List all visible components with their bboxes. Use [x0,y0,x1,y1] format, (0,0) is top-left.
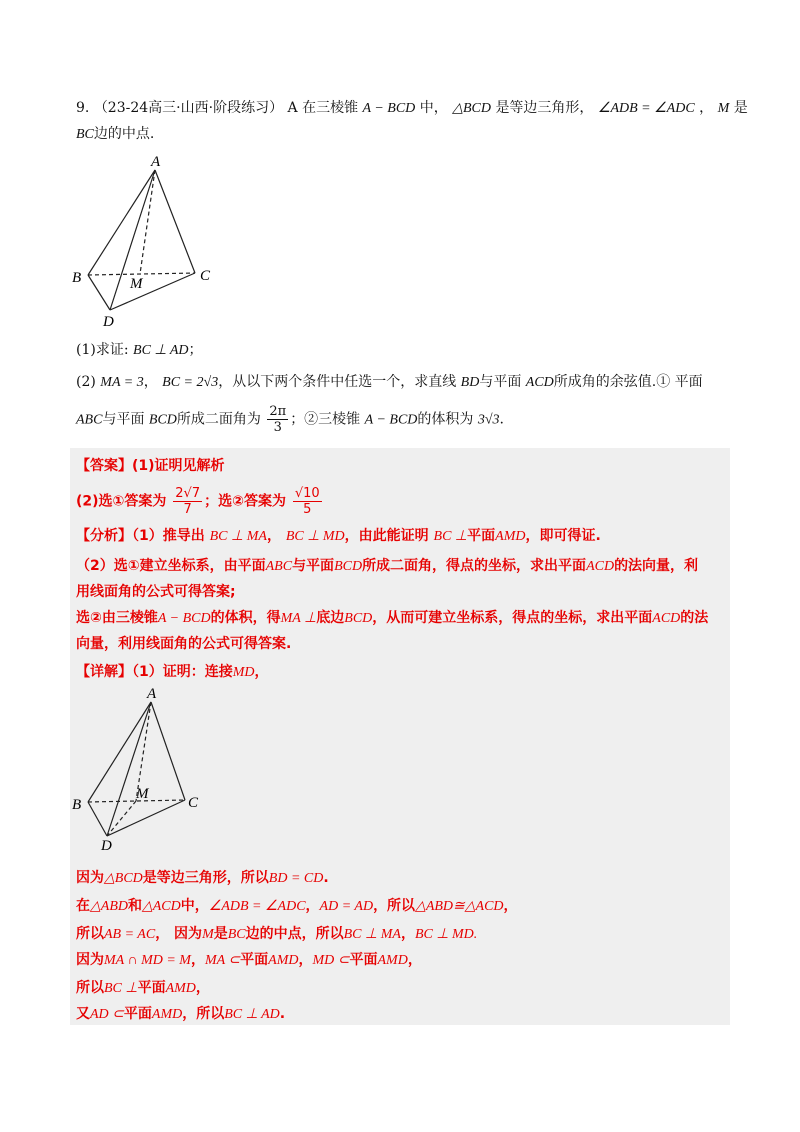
detail-text: ，所以 [182,1006,225,1022]
fraction-denominator: 7 [183,502,192,517]
detail-text: . [323,870,329,886]
detail-math: AMD [165,981,196,996]
analysis-line-3: 用线面角的公式可得答案; [76,584,236,600]
part-2-prefix: (2) [76,374,96,390]
detail-math: BC [227,927,246,942]
detail-line-5 [76,950,422,971]
label-D: D [101,838,112,854]
analysis-text: 的法向量，利 [614,558,699,574]
analysis-text: 平面 [467,528,496,544]
stem-text: 是 [733,100,748,116]
part-2-math: 3√3 [477,412,500,428]
part-2-math: BCD [148,412,177,428]
part-1-suffix: ； [188,342,203,358]
analysis-text: 与平面 [292,558,335,574]
detail-math: △ABD [90,899,128,914]
detail-math: MD [232,665,255,680]
label-A: A [147,686,157,702]
analysis-math: MA ⊥ [280,611,317,626]
detail-text: 平面 [123,1006,152,1022]
part-1 [76,340,203,361]
part-2-text: 与平面 [479,374,522,390]
part-2-text: . [499,411,504,428]
part-2-math: ACD [525,375,554,390]
detail-text: 因为 [76,870,104,886]
detail-text: 【详解】（1）证明：连接 [76,664,233,680]
question-stem-line-1 [76,98,748,119]
detail-text: 是等边三角形，所以 [142,870,269,886]
stem-text: A 在三棱锥 [287,100,359,116]
label-A: A [151,154,161,170]
part-2-text: ；②三棱锥 [290,411,361,428]
analysis-text: ，即可得证. [525,528,601,544]
detail-math: BC ⊥ MA [343,927,401,942]
detail-math: BC ⊥ AD [224,1007,280,1022]
part-2-text: 的体积为 [417,411,474,428]
part-2-text: ， [143,374,158,390]
part-2-text: 与平面 [102,411,145,428]
detail-text: ， [407,952,422,968]
detail-text: ， [305,898,320,914]
analysis-math: BCD [334,559,363,574]
detail-line-6 [76,978,210,999]
part-1-prefix: (1)求证: [76,342,129,358]
answer-line-1: 【答案】(1)证明见解析 [76,458,225,474]
analysis-line-5: 向量，利用线面角的公式可得答案. [76,636,292,652]
answer-fraction-2 [293,486,322,517]
analysis-text: 底边 [316,610,345,626]
detail-text: ，所以 [373,898,416,914]
analysis-math: AMD [495,529,526,544]
detail-text: 是 [213,926,228,942]
fraction-numerator: √10 [294,486,320,501]
stem-math: △BCD [452,101,491,116]
detail-text: 平面 [349,952,378,968]
tetrahedron-figure-1 [68,150,218,330]
stem-text: ， [699,100,714,116]
part-1-expr: BC ⊥ AD [133,343,189,358]
detail-math: AMD [377,953,408,968]
detail-text: 因为 [76,952,104,968]
angle-fraction [267,404,288,435]
detail-text: 所以 [76,926,104,942]
answer-text: ；选②答案为 [204,493,286,510]
part-2-math: MA = 3 [100,375,144,390]
answer-fraction-1 [173,486,202,517]
detail-line-2 [76,868,329,889]
analysis-text: ， [266,528,281,544]
detail-text: ， [503,898,518,914]
analysis-math: ABC [265,559,293,574]
label-C: C [200,268,211,284]
label-M: M [130,276,143,292]
detail-text: 在 [76,898,90,914]
detail-math: MD ⊂ [312,953,350,968]
stem-math: BC [76,127,94,142]
part-2-math: ABC [76,412,103,428]
question-source: （23-24高三·山西·阶段练习） [93,100,284,116]
detail-math: MA ⊂ [204,953,241,968]
part-2-math: BD [460,375,480,390]
label-B: B [72,270,82,286]
analysis-line-4 [76,608,708,629]
analysis-math: ACD [652,611,681,626]
detail-text: 边的中点，所以 [245,926,344,942]
detail-text: 平面 [240,952,269,968]
detail-text: 中， [180,898,209,914]
analysis-math: ACD [586,559,615,574]
question-number: 9. [76,100,90,116]
part-2-math: A − BCD [364,412,418,428]
stem-text: 边的中点. [93,126,155,142]
analysis-text: 所成二面角，得点的坐标，求出平面 [362,558,587,574]
detail-math: MA ∩ MD = M [104,953,191,968]
analysis-text: 【分析】（1）推导出 [76,528,205,544]
part-2-line-1 [76,372,703,393]
detail-text: ， 因为 [155,926,203,942]
analysis-text: 的体积，得 [210,610,281,626]
part-2-line-2 [76,404,504,435]
question-stem-line-2 [76,124,154,145]
detail-math: △ABD≅△ACD [415,899,504,914]
detail-math: BC ⊥ [104,981,138,996]
stem-math: M [717,101,730,116]
fraction-denominator: 3 [273,420,282,435]
analysis-text: ，由此能证明 [344,528,429,544]
detail-text: 平面 [137,980,166,996]
analysis-text: ，从而可建立坐标系，得点的坐标，求出平面 [372,610,653,626]
fraction-numerator: 2√7 [175,486,201,501]
tetrahedron-figure-2 [68,684,218,854]
answer-text: (2)选①答案为 [76,493,167,510]
analysis-line-2 [76,556,698,577]
detail-math: AB = AC [104,927,156,942]
stem-math: A − BCD [362,101,416,116]
label-D: D [103,314,114,330]
fraction-numerator: 2π [269,404,287,419]
detail-line-3 [76,896,518,917]
fraction-denominator: 5 [303,502,312,517]
detail-math: AD = AD [319,899,374,914]
part-2-text: 所成角的余弦值.① 平面 [553,374,703,390]
detail-line-4 [76,924,477,945]
detail-line-7 [76,1004,285,1025]
detail-math: BC ⊥ MD. [414,927,478,942]
label-B: B [72,797,82,813]
stem-math: ∠ADB = ∠ADC [597,101,695,116]
analysis-text: 选②由三棱锥 [76,610,158,626]
detail-text: 所以 [76,980,104,996]
detail-text: ， [195,980,210,996]
detail-math: BD = CD [268,871,324,886]
part-2-text: ，从以下两个条件中任选一个，求直线 [218,374,457,390]
label-M: M [136,786,149,802]
analysis-math: A − BCD [157,611,211,626]
detail-math: AD ⊂ [90,1007,124,1022]
part-2-text: 所成二面角为 [176,411,261,428]
answer-line-2 [76,486,324,517]
detail-math: AMD [151,1007,183,1022]
part-2-math: BC = 2√3 [162,375,219,390]
detail-text: 和 [127,898,142,914]
detail-text: ， [298,952,313,968]
analysis-math: BC ⊥ MD [285,529,345,544]
detail-math: △ACD [141,899,181,914]
analysis-text: （2）选①建立坐标系，由平面 [76,558,266,574]
analysis-math: BCD [344,611,373,626]
detail-text: ， [400,926,415,942]
detail-text: ， [254,664,269,680]
analysis-line-1 [76,526,601,547]
detail-math: AMD [268,953,299,968]
detail-line-1 [76,662,269,683]
stem-text: 中， [419,100,448,116]
detail-math: M [202,927,214,942]
detail-text: . [279,1006,286,1022]
label-C: C [188,795,199,811]
detail-math: ∠ADB = ∠ADC [208,899,306,914]
detail-math: △BCD [104,871,143,886]
detail-text: ， [190,952,205,968]
analysis-math: BC ⊥ [433,529,468,544]
stem-text: 是等边三角形， [495,100,594,116]
analysis-text: 的法 [680,610,709,626]
analysis-math: BC ⊥ MA [209,529,267,544]
detail-text: 又 [76,1006,90,1022]
